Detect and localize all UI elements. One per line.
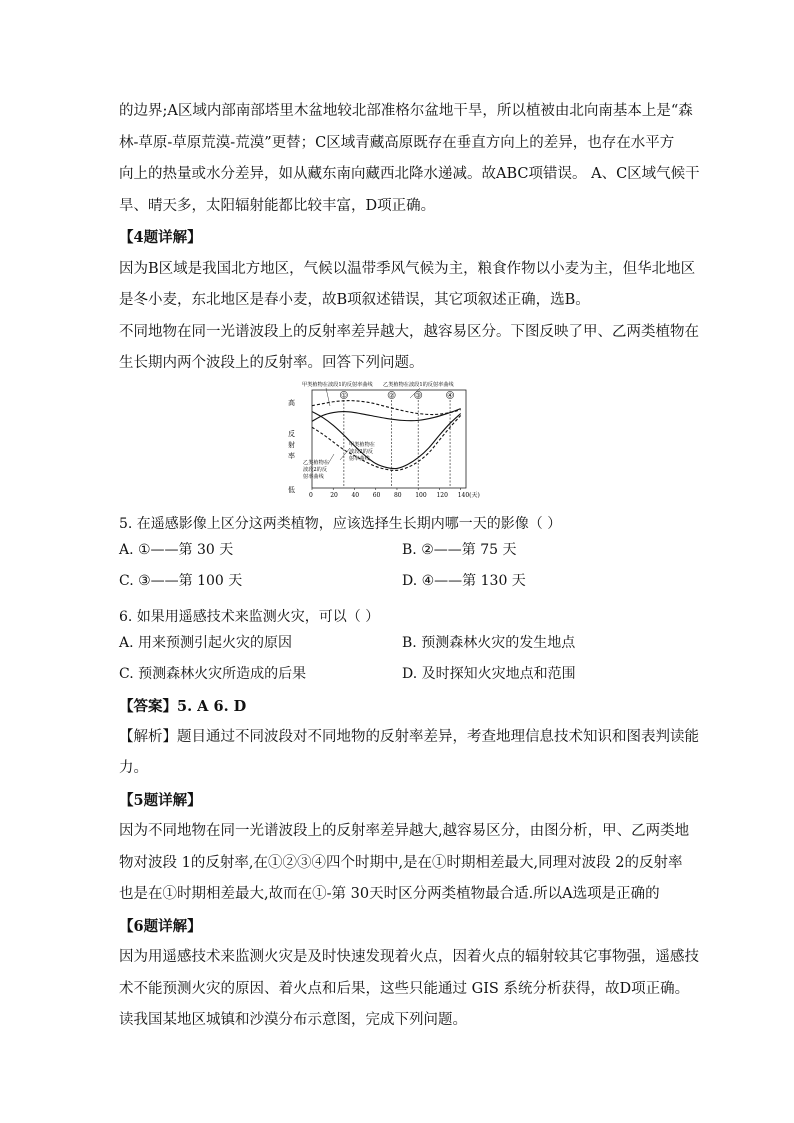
y-low-label: 低: [288, 486, 295, 494]
plot-frame: [312, 390, 466, 488]
paragraph-line: 的边界;A区域内部南部塔里木盆地较北部准格尔盆地干旱，所以植被由北向南基本上是“森: [119, 103, 693, 119]
paragraph-line: 生长期内两个波段上的反射率。回答下列问题。: [119, 355, 424, 371]
series-line-3: [312, 412, 461, 469]
analysis-line: 【解析】题目通过不同波段对不同地物的反射率差异，考查地理信息技术知识和图表判读能: [119, 729, 699, 745]
legend-mid-2: 波段2的反: [349, 449, 374, 455]
explanation-line: 因为不同地物在同一光谱波段上的反射率差异越大,越容易区分，由图分析，甲、乙两类地: [119, 823, 690, 839]
y-axis-label-1: 反: [288, 430, 295, 438]
section-heading-4: 【4题详解】: [119, 229, 202, 246]
y-axis-label-2: 射: [288, 441, 295, 449]
question-6: 6. 如果用遥感技术来监测火灾，可以（ ）: [119, 609, 380, 625]
legend-leader: [326, 388, 330, 406]
x-tick-label: 0: [309, 492, 313, 499]
q5-option-a: A. ①——第 30 天: [119, 542, 234, 558]
paragraph-line: 因为B区域是我国北方地区，气候以温带季风气候为主，粮食作物以小麦为主，但华北地区: [119, 261, 696, 277]
section-heading-5: 【5题详解】: [119, 792, 202, 809]
x-tick-label: 120: [436, 492, 448, 499]
x-tick-label: 60: [372, 492, 381, 499]
marker-label: ①: [340, 391, 347, 400]
x-tick-label: 100: [415, 492, 427, 499]
x-tick-label: 20: [330, 492, 338, 499]
paragraph-line: 林-草原-草原荒漠-荒漠”更替；C区域青藏高原既存在垂直方向上的差异，也存在水平方: [119, 135, 675, 151]
legend-top-left: 甲类植物在波段1的反射率曲线: [302, 382, 373, 388]
answer-line: 【答案】5. A 6. D: [119, 698, 247, 715]
legend-leader: [328, 454, 334, 464]
marker-label: ②: [388, 391, 395, 400]
series-line-1: [312, 409, 461, 422]
y-axis-label-3: 率: [288, 452, 295, 460]
paragraph-line: 读我国某地区城镇和沙漠分布示意图，完成下列问题。: [119, 1012, 467, 1028]
x-tick-label: 140(天): [457, 492, 480, 499]
reflectance-chart: [270, 376, 490, 502]
legend-low-2: 波段2的反: [303, 467, 328, 473]
q6-option-b: B. 预测森林火灾的发生地点: [402, 635, 576, 651]
paragraph-line: 旱、晴天多，太阳辐射能都比较丰富，D项正确。: [119, 198, 436, 214]
q5-option-d: D. ④——第 130 天: [402, 573, 526, 589]
section-heading-6: 【6题详解】: [119, 918, 202, 935]
q6-option-c: C. 预测森林火灾所造成的后果: [119, 666, 307, 682]
explanation-line: 因为用遥感技术来监测火灾是及时快速发现着火点，因着火点的辐射较其它事物强，遥感技: [119, 949, 699, 965]
series-line-4: [312, 415, 461, 470]
marker-label: ③: [415, 391, 422, 400]
marker-label: ④: [447, 391, 453, 400]
y-high-label: 高: [288, 399, 295, 407]
explanation-line: 物对波段 1的反射率,在①②③④四个时期中,是在①时期相差最大,同理对波段 2的反射率: [119, 855, 683, 871]
q6-option-d: D. 及时探知火灾地点和范围: [402, 666, 576, 682]
legend-mid-3: 射率曲线: [349, 456, 370, 462]
explanation-line: 术不能预测火灾的原因、着火点和后果，这些只能通过 GIS 系统分析获得，故D项正确。: [119, 981, 690, 997]
x-tick-label: 80: [393, 492, 402, 499]
legend-mid-1: 甲类植物在: [349, 442, 375, 448]
explanation-line: 也是在①时期相差最大,故而在①-第 30天时区分两类植物最合适.所以A选项是正确的: [119, 886, 660, 902]
legend-low-1: 乙类植物在: [303, 460, 329, 466]
paragraph-line: 向上的热量或水分差异，如从藏东南向藏西北降水递减。故ABC项错误。 A、C区域气候干: [119, 166, 700, 182]
q5-option-c: C. ③——第 100 天: [119, 573, 243, 589]
legend-top-right: 乙类植物在波段1的反射率曲线: [383, 382, 454, 388]
question-5: 5. 在遥感影像上区分这两类植物，应该选择生长期内哪一天的影像（ ）: [119, 516, 562, 532]
q5-option-b: B. ②——第 75 天: [402, 542, 517, 558]
x-tick-label: 40: [351, 492, 360, 499]
paragraph-line: 是冬小麦，东北地区是春小麦，故B项叙述错误，其它项叙述正确，选B。: [119, 292, 590, 308]
legend-low-3: 射率曲线: [303, 474, 324, 480]
q6-option-a: A. 用来预测引起火灾的原因: [119, 635, 293, 651]
analysis-line: 力。: [119, 760, 148, 776]
paragraph-line: 不同地物在同一光谱波段上的反射率差异越大，越容易区分。下图反映了甲、乙两类植物在: [119, 324, 699, 340]
